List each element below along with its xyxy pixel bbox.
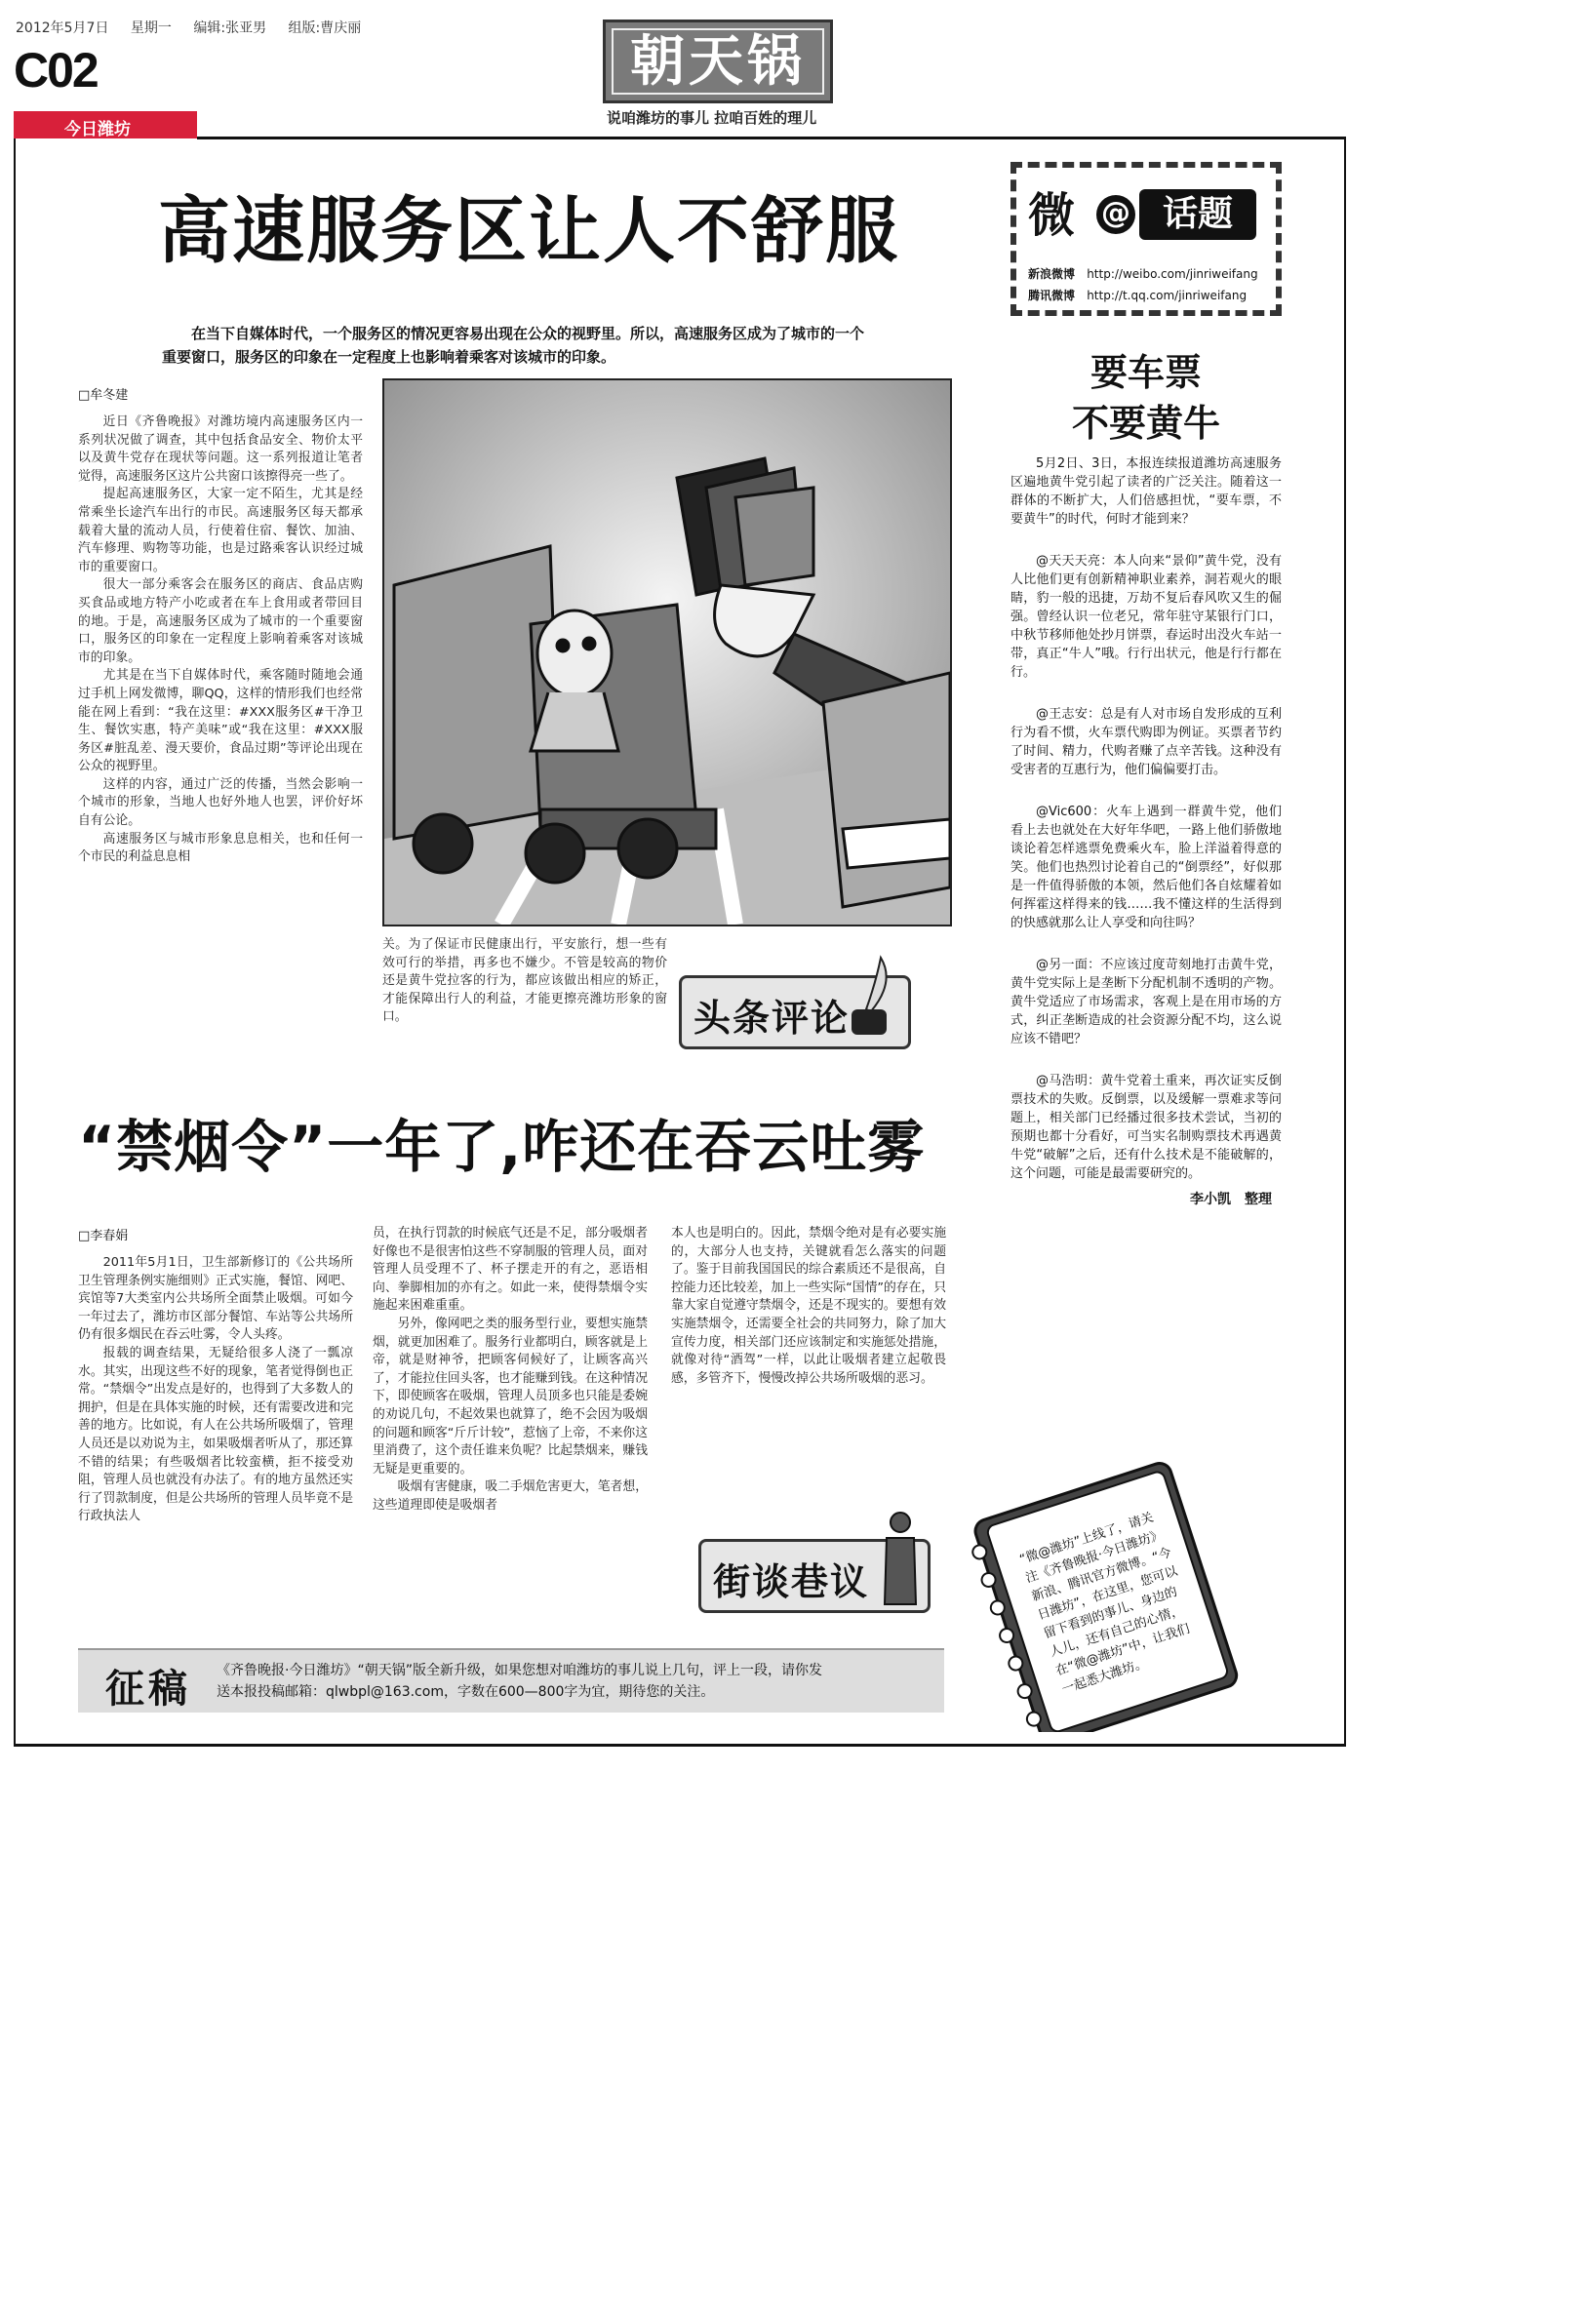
section-tab xyxy=(14,111,197,138)
tencent-url[interactable]: http://t.qq.com/jinriweifang xyxy=(1087,289,1248,302)
column-slogan: 说咱潍坊的事儿 拉咱百姓的理儿 xyxy=(607,109,817,127)
notebook-note xyxy=(952,1459,1245,1732)
page-number: C02 xyxy=(14,43,98,98)
article2-col1 xyxy=(78,1254,353,1526)
submission-bar xyxy=(78,1648,944,1713)
weibo-topic-box xyxy=(1010,162,1282,316)
paragraph: 本人也是明白的。因此，禁烟令绝对是有必要实施的，大部分人也支持，关键就看怎么落实的问题了。鉴于目前我国国民的综合素质还不是很高，自控能力还比较差，加上一些实际“国情”的存在，只靠大家自觉遵守禁烟令，还是不现实的。要想有效实施禁烟令，还需要全社会的共同努力，除了加大宣传力度，相关部门还应该制定和实施惩处措施，就像对待“酒驾”一样，以此让吸烟者建立起敬畏感，多管齐下，慢慢改掉公共场所吸烟的恶习。 xyxy=(671,1226,946,1386)
person-icon xyxy=(879,1509,922,1606)
sidebar-title xyxy=(1010,347,1282,449)
sina-weibo-row xyxy=(1028,265,1258,282)
frame-bottom xyxy=(14,1744,1346,1747)
submission-label: 征稿 xyxy=(105,1667,191,1712)
article2-col2 xyxy=(373,1225,648,1516)
sidebar-paragraph: @马浩明：黄牛党着土重来，再次证实反倒票技术的失败。反倒票，以及缓解一票难求等问题上，相关部门已经播过很多技术尝试，当初的预期也都十分看好，可当实名制购票技术再遇黄牛党“破解”之后，还有什么技术是不能破解的，这个问题，可能是最需要研究的。 xyxy=(1010,1074,1282,1181)
issue-date: 2012年5月7日 xyxy=(16,20,109,36)
badge-text: 头条评论 xyxy=(693,997,851,1040)
article1-byline: □牟冬建 xyxy=(78,388,129,403)
submission-line2: 送本报投稿邮箱：qlwbpl@163.com，字数在600—800字为宜，期待您的关注。 xyxy=(217,1684,715,1700)
paragraph: 员，在执行罚款的时候底气还是不足，部分吸烟者好像也不是很害怕这些不穿制服的管理人员，面对管理人员受理不了、杯子摆走开的有之，恶语相向、拳脚相加的亦有之。如此一来，使得禁烟令实施起来困难重重。 xyxy=(373,1226,648,1314)
paragraph: 2011年5月1日，卫生部新修订的《公共场所卫生管理条例实施细则》正式实施，餐馆、网吧、宾馆等7大类室内公共场所全面禁止吸烟。可如今一年过去了，潍坊市区部分餐馆、车站等公共场所仍有很多烟民在吞云吐雾，令人头疼。 xyxy=(78,1255,353,1343)
paragraph: 提起高速服务区，大家一定不陌生，尤其是经常乘坐长途汽车出行的市民。高速服务区每天都承载着大量的流动人员，行使着住宿、餐饮、加油、汽车修理、购物等功能，也是过路乘客认识经过城市的重要窗口。 xyxy=(78,487,363,574)
sina-label: 新浪微博 xyxy=(1028,267,1076,281)
column-name: 朝天锅 xyxy=(630,29,806,94)
headline-comment-badge xyxy=(679,975,911,1049)
paragraph: 吸烟有害健康，吸二手烟危害更大，笔者想，这些道理即使是吸烟者 xyxy=(373,1479,648,1513)
weibo-logo-wei: 微 xyxy=(1028,188,1076,243)
issue-info xyxy=(16,18,361,37)
paragraph: 很大一部分乘客会在服务区的商店、食品店购买食品或地方特产小吃或者在车上食用或者带回目的地。于是，高速服务区成为了城市的一个重要窗口，服务区的印象在一定程度上影响着乘客对该城市的印象。 xyxy=(78,577,363,665)
sina-url[interactable]: http://weibo.com/jinriweifang xyxy=(1087,267,1258,281)
issue-editor: 编辑:张亚男 xyxy=(193,20,267,36)
paragraph: 关。为了保证市民健康出行，平安旅行，想一些有效可行的举措，再多也不嫌少。不管是较高的物价还是黄牛党拉客的行为，都应该做出相应的矫正，才能保障出行人的利益，才能更擦亮潍坊形象的窗口。 xyxy=(382,937,667,1025)
at-icon: @ xyxy=(1096,195,1135,234)
section-name: 今日潍坊 xyxy=(64,120,131,139)
header-rule xyxy=(197,137,1346,139)
sidebar-body xyxy=(1010,454,1282,1208)
sidebar-paragraph: @另一面：不应该过度苛刻地打击黄牛党，黄牛党实际上是垄断下分配机制不透明的产物。黄牛党适应了市场需求，客观上是在用市场的方式，纠正垄断造成的社会资源分配不均，这么说应该不错吧？ xyxy=(1010,958,1282,1046)
notebook-text: “微@潍坊”上线了，请关注《齐鲁晚报·今日潍坊》新浪、腾讯官方微博。“今日潍坊”，在这里，您可以留下看到的事儿、身边的人儿，还有自己的心情，在“微@潍坊”中，让我们一起悉大潍坊。 xyxy=(1017,1510,1192,1698)
sidebar-paragraph: @天天天亮：本人向来“景仰”黄牛党，没有人比他们更有创新精神职业素养，洞若观火的眼睛，豹一般的迅捷，万劫不复后春风吹又生的倔强。曾经认识一位老兄，常年驻守某银行门口，中秋节移师他处抄月饼票，春运时出没火车站一带，真正“牛人”哦。行行出状元，他是行行都在行。 xyxy=(1010,554,1282,680)
paragraph: 这样的内容，通过广泛的传播，当然会影响一个城市的形象，当地人也好外地人也罢，评价好坏自有公论。 xyxy=(78,776,363,829)
submission-line1: 《齐鲁晚报·今日潍坊》“朝天锅”版全新升级，如果您想对咱潍坊的事儿说上几句，评上一段，请你发 xyxy=(217,1663,822,1678)
issue-weekday: 星期一 xyxy=(130,20,172,36)
paragraph: 报载的调查结果，无疑给很多人浇了一瓢凉水。其实，出现这些不好的现象，笔者觉得倒也正常。“禁烟令”出发点是好的，也得到了大多数人的拥护，但是在具体实施的时候，还有需要改进和完善的地方。比如说，有人在公共场所吸烟了，管理人员还是以劝说为主，如果吸烟者听从了，那还算不错的结果；有些吸烟者比较蛮横，拒不接受劝阻，管理人员也就没有办法了。有的地方虽然还实行了罚款制度，但是公共场所的管理人员毕竟不是行政执法人 xyxy=(78,1345,353,1524)
sidebar-title-line1: 要车票 xyxy=(1090,351,1202,394)
article1-title: 高速服务区让人不舒服 xyxy=(158,189,899,273)
article1-lead: 在当下自媒体时代，一个服务区的情况更容易出现在公众的视野里。所以，高速服务区成为了城市的一个重要窗口，服务区的印象在一定程度上也影响着乘客对该城市的印象。 xyxy=(162,325,865,366)
badge-text: 街谈巷议 xyxy=(713,1560,870,1603)
sidebar-paragraph: @王志安：总是有人对市场自发形成的互利行为看不惯，火车票代购即为例证。买票者节约了时间、精力，代购者赚了点辛苦钱。这种没有受害者的互惠行为，他们偏偏要打击。 xyxy=(1010,707,1282,777)
weibo-logo-topic: 话题 xyxy=(1139,189,1256,240)
paragraph: 高速服务区与城市形象息息相关，也和任何一个市民的利益息息相 xyxy=(78,831,363,865)
frame-right xyxy=(1344,138,1346,1746)
paragraph: 另外，像网吧之类的服务型行业，要想实施禁烟，就更加困难了。服务行业都明白，顾客就是上帝，就是财神爷，把顾客伺候好了，让顾客高兴了，才能拉住回头客，也才能赚到钱。在这种情况下，即使顾客在吸烟，管理人员顶多也只能是委婉的劝说几句，不起效果也就算了，绝不会因为吸烟的问题和顾客“斤斤计较”，惹恼了上帝，不来你这里消费了，这个责任谁来负呢？比起禁烟来，赚钱无疑是更重要的。 xyxy=(373,1316,648,1477)
quill-icon xyxy=(842,953,900,1041)
article1-col1 xyxy=(78,414,363,867)
sidebar-paragraph: @Vic600：火车上遇到一群黄牛党，他们看上去也就处在大好年华吧，一路上他们骄傲地谈论着怎样逃票免费乘火车，脸上洋溢着得意的笑。他们也热烈讨论着自己的“倒票经”，好似那是一件值得骄傲的本领，然后他们各自炫耀着如何挥霍这样得来的钱……我不懂这样的生活得到的快感就那么让人享受和向往吗？ xyxy=(1010,805,1282,930)
street-talk-badge xyxy=(698,1539,931,1613)
sidebar-compiler: 李小凯 整理 xyxy=(1190,1192,1272,1207)
sidebar-paragraph: 5月2日、3日，本报连续报道潍坊高速服务区遍地黄牛党引起了读者的广泛关注。随着这一群体的不断扩大，人们倍感担忧，“要车票，不要黄牛”的时代，何时才能到来？ xyxy=(1010,456,1282,527)
paragraph: 近日《齐鲁晚报》对潍坊境内高速服务区内一系列状况做了调查，其中包括食品安全、物价太平以及黄牛党存在现状等问题。这一系列报道让笔者觉得，高速服务区这片公共窗口该擦得亮一些了。 xyxy=(78,414,363,484)
column-logo xyxy=(603,20,833,103)
article2-col3 xyxy=(671,1225,946,1388)
issue-layout: 组版:曹庆丽 xyxy=(288,20,362,36)
tencent-label: 腾讯微博 xyxy=(1028,289,1076,302)
article2-byline: □李春娟 xyxy=(78,1229,129,1243)
paragraph: 尤其是在当下自媒体时代，乘客随时随地会通过手机上网发微博，聊QQ，这样的情形我们也经常能在网上看到：“我在这里：#XXX服务区#干净卫生、餐饮实惠，特产美味”或“我在这里：#XXX服务区#脏乱差、漫天要价，食品过期”等评论出现在公众的视野里。 xyxy=(78,668,363,774)
tencent-weibo-row xyxy=(1028,287,1247,303)
submission-text xyxy=(217,1660,822,1703)
cartoon-illustration xyxy=(382,378,952,926)
sidebar-title-line2: 不要黄牛 xyxy=(1071,402,1220,445)
frame-left xyxy=(14,138,16,1746)
article2-title: “禁烟令”一年了,咋还在吞云吐雾 xyxy=(78,1114,926,1180)
article1-col2 xyxy=(382,936,667,1027)
